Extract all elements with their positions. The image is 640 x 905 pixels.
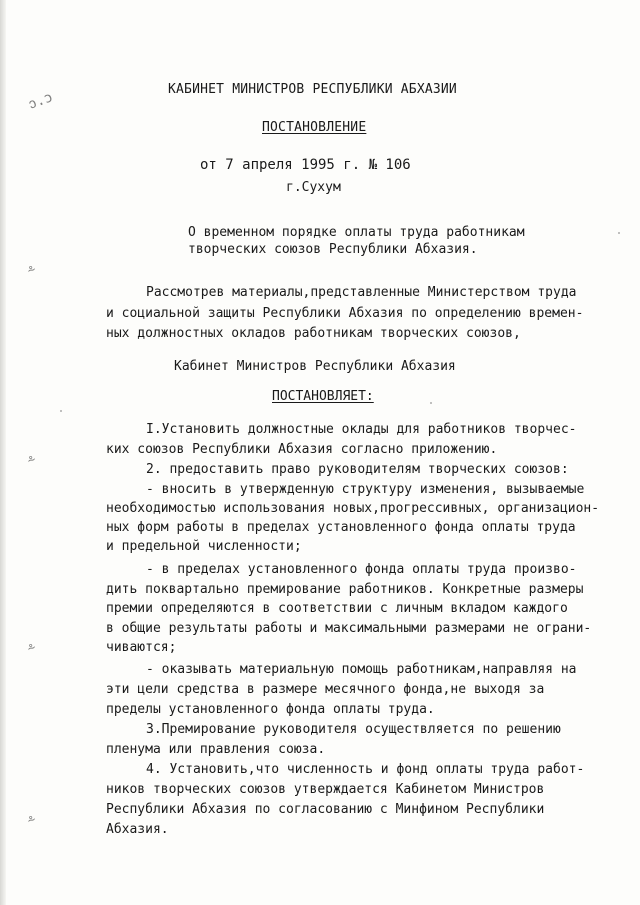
preamble-line: ных должностных окладов работникам творческих союзов,	[106, 326, 521, 341]
binder-edge	[0, 0, 6, 905]
scan-speck	[618, 232, 620, 234]
preamble-line: и социальной защиты Республики Абхазия по определению времен-	[106, 306, 584, 321]
body-line: - вносить в утвержденную структуру изменения, вызываемые	[146, 482, 585, 497]
subject-line: творческих союзов Республики Абхазия.	[188, 242, 478, 257]
authority: Кабинет Министров Республики Абхазия	[174, 359, 456, 374]
body-line: 2. предоставить право руководителям творческих союзов:	[146, 462, 569, 477]
body-line: пределы установленного фонда оплаты труда.	[106, 702, 435, 717]
body-line: ких союзов Республики Абхазия согласно приложению.	[106, 442, 498, 457]
body-line: необходимостью использования новых,прогрессивных, организацион-	[106, 501, 600, 516]
body-line: - оказывать материальную помощь работникам,направляя на	[146, 662, 577, 677]
body-line: эти цели средства в размере месячного фонда,не выходя за	[106, 682, 545, 697]
punch-mark: ↄ.ɔ	[25, 89, 56, 113]
body-line: Абхазия.	[106, 822, 169, 837]
scan-speck	[60, 410, 62, 412]
preamble-line: Рассмотрев материалы,представленные Министерством труда	[146, 285, 577, 300]
body-line: дить поквартально премирование работников. Конкретные размеры	[106, 582, 584, 597]
city: г.Сухум	[286, 180, 341, 195]
body-line: и предельной численности;	[106, 539, 302, 554]
body-line: ных форм работы в пределах установленного фонда оплаты труда	[106, 520, 576, 535]
body-line: 4. Установить,что численность и фонд оплаты труда работ-	[146, 762, 585, 777]
doc-type-heading: ПОСТАНОВЛЕНИЕ	[262, 120, 367, 135]
body-line: - в пределах установленного фонда оплаты труда произво-	[146, 562, 577, 577]
punch-mark: ⸛	[25, 640, 39, 658]
punch-mark: ⸛	[25, 812, 39, 830]
body-line: ников творческих союзов утверждается Кабинетом Министров	[106, 782, 545, 797]
body-line: 3.Премирование руководителя осуществляется по решению	[146, 722, 561, 737]
decides-heading: ПОСТАНОВЛЯЕТ:	[272, 389, 374, 404]
body-line: Республики Абхазия по согласованию с Минфином Республики	[106, 802, 545, 817]
subject-line: О временном порядке оплаты труда работникам	[188, 225, 525, 240]
body-line: I.Установить должностные оклады для работников творчес-	[146, 422, 577, 437]
punch-mark: ⸛	[25, 452, 39, 470]
date-number: от 7 апреля 1995 г. № 106	[200, 157, 411, 173]
body-line: чиваются;	[106, 640, 177, 655]
body-line: премии определяются в соответствии с личным вкладом каждого	[106, 601, 568, 616]
body-line: в общие результаты работы и максимальными размерами не ограни-	[106, 621, 592, 636]
org-heading: КАБИНЕТ МИНИСТРОВ РЕСПУБЛИКИ АБХАЗИИ	[168, 82, 457, 97]
body-line: пленума или правления союза.	[106, 742, 326, 757]
punch-mark: ⸛	[25, 262, 39, 280]
scan-speck	[430, 402, 432, 404]
